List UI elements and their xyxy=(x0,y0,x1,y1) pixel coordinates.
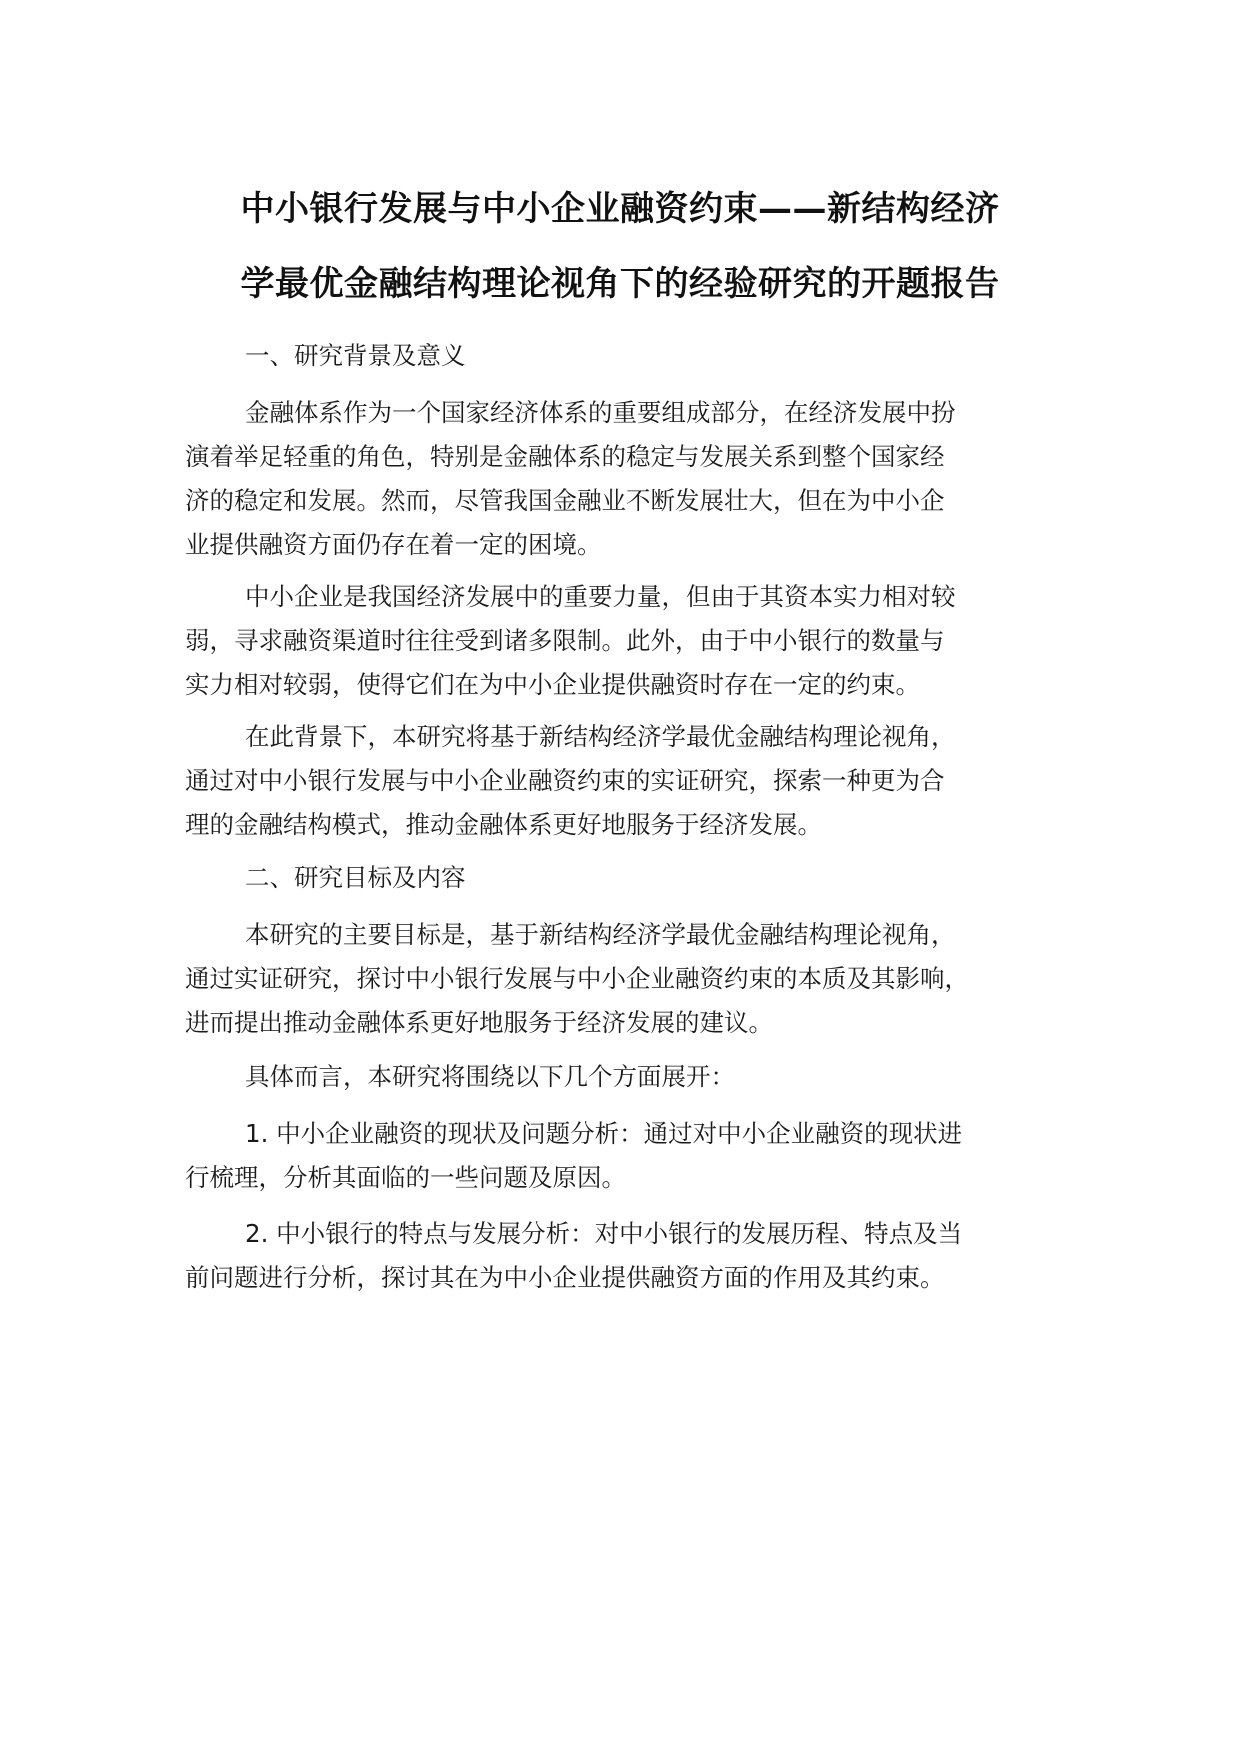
list-item xyxy=(185,1112,1080,1200)
paragraph-line: 2. 中小银行的特点与发展分析：对中小银行的发展历程、特点及当 xyxy=(245,1219,963,1248)
paragraph xyxy=(185,715,1080,847)
section-heading-objectives: 二、研究目标及内容 xyxy=(245,863,466,892)
paragraph xyxy=(185,913,1080,1045)
paragraph-line: 演着举足轻重的角色，特别是金融体系的稳定与发展关系到整个国家经 xyxy=(185,442,945,471)
title-line: 学最优金融结构理论视角下的经验研究的开题报告 xyxy=(240,264,1000,304)
paragraph-line: 理的金融结构模式，推动金融体系更好地服务于经济发展。 xyxy=(185,810,822,839)
title-line: 中小银行发展与中小企业融资约束——新结构经济 xyxy=(240,189,1000,229)
paragraph-line: 中小企业是我国经济发展中的重要力量，但由于其资本实力相对较 xyxy=(245,582,956,611)
document-title xyxy=(200,172,1040,322)
paragraph-line: 济的稳定和发展。然而，尽管我国金融业不断发展壮大，但在为中小企 xyxy=(185,486,945,515)
paragraph xyxy=(185,575,1080,707)
section-heading-background: 一、研究背景及意义 xyxy=(245,341,466,370)
paragraph-line: 通过对中小银行发展与中小企业融资约束的实证研究，探索一种更为合 xyxy=(185,766,945,795)
paragraph-line: 业提供融资方面仍存在着一定的困境。 xyxy=(185,530,602,559)
paragraph-line: 1. 中小企业融资的现状及问题分析：通过对中小企业融资的现状进 xyxy=(245,1119,963,1148)
paragraph-line: 行梳理，分析其面临的一些问题及原因。 xyxy=(185,1163,626,1192)
paragraph xyxy=(185,391,1080,567)
paragraph-line: 金融体系作为一个国家经济体系的重要组成部分，在经济发展中扮 xyxy=(245,398,956,427)
paragraph xyxy=(185,1055,1080,1099)
paragraph-line: 实力相对较弱，使得它们在为中小企业提供融资时存在一定的约束。 xyxy=(185,670,920,699)
paragraph-line: 进而提出推动金融体系更好地服务于经济发展的建议。 xyxy=(185,1008,773,1037)
paragraph-line: 在此背景下，本研究将基于新结构经济学最优金融结构理论视角， xyxy=(245,722,956,751)
paragraph-line: 具体而言，本研究将围绕以下几个方面展开： xyxy=(245,1062,735,1091)
paragraph-line: 通过实证研究，探讨中小银行发展与中小企业融资约束的本质及其影响， xyxy=(185,964,969,993)
paragraph-line: 本研究的主要目标是，基于新结构经济学最优金融结构理论视角， xyxy=(245,920,956,949)
list-item xyxy=(185,1212,1080,1300)
paragraph-line: 弱，寻求融资渠道时往往受到诸多限制。此外，由于中小银行的数量与 xyxy=(185,626,945,655)
paragraph-line: 前问题进行分析，探讨其在为中小企业提供融资方面的作用及其约束。 xyxy=(185,1263,945,1292)
